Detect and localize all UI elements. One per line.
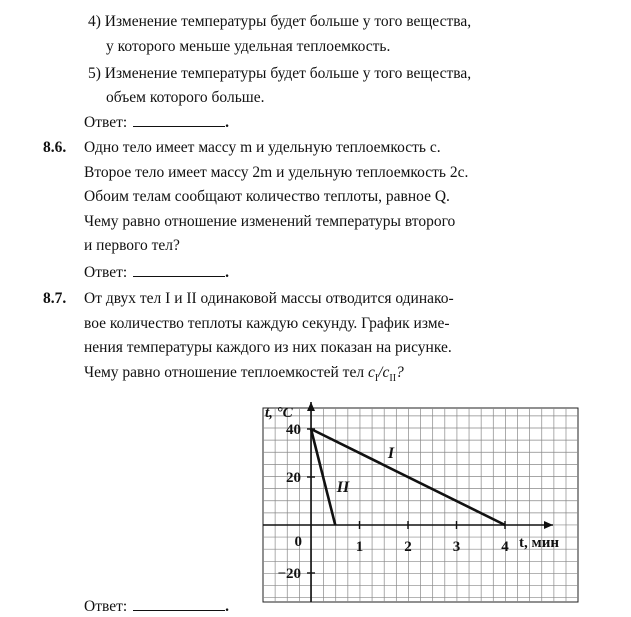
answer-line-3 xyxy=(84,596,229,617)
problem-8-7-line: нения температуры каждого из них показан на рисунке. xyxy=(84,339,452,356)
heat-capacity-ratio-formula: $c_I/c_{II}$? xyxy=(367,364,404,385)
answer-end: . xyxy=(225,264,230,281)
y-axis-label: t, °C xyxy=(265,405,293,421)
chart-series xyxy=(311,429,505,525)
series-label-II: II xyxy=(336,479,350,496)
x-axis-label: t, мин xyxy=(519,535,559,551)
answer-end: . xyxy=(225,598,230,615)
answer-end: . xyxy=(225,114,230,131)
x-tick-label: 1 xyxy=(355,539,364,555)
problem-8-7-line: Чему равно отношение теплоемкостей тел xyxy=(84,364,368,381)
problem-8-7-number: 8.7. xyxy=(43,290,67,307)
problem-8-6-number: 8.6. xyxy=(43,139,67,156)
problem-8-6-line: Одно тело имеет массу m и удельную теплоемкость c. xyxy=(84,139,441,156)
answer-blank[interactable] xyxy=(133,596,225,611)
problem-8-7-line: вое количество теплоты каждую секунду. График изме- xyxy=(84,315,450,332)
problem-8-6-line: и первого тел? xyxy=(84,237,180,254)
answer-label: Ответ: xyxy=(84,598,128,615)
answer-label: Ответ: xyxy=(84,264,128,281)
series-line-I xyxy=(311,429,505,525)
x-axis-arrow xyxy=(544,521,553,529)
option-4-line-1: 4) Изменение температуры будет больше у того вещества, xyxy=(88,13,472,30)
x-tick-label: 3 xyxy=(452,539,461,555)
series-label-I: I xyxy=(387,445,395,462)
x-tick-label: 4 xyxy=(501,539,509,555)
problem-8-6-line: Второе тело имеет массу 2m и удельную теплоемкость 2c. xyxy=(84,164,469,181)
chart-axes xyxy=(263,402,553,602)
y-tick-label: 40 xyxy=(286,422,301,438)
problem-8-6-line: Чему равно отношение изменений температуры второго xyxy=(84,213,456,230)
x-tick-label: 2 xyxy=(404,539,412,555)
y-tick-label: 20 xyxy=(286,470,301,486)
origin-label: 0 xyxy=(294,534,302,550)
y-tick-label: −20 xyxy=(277,566,301,582)
option-5-line-2: объем которого больше. xyxy=(106,89,265,106)
y-axis-arrow xyxy=(307,402,315,411)
answer-label: Ответ: xyxy=(84,114,128,131)
option-4-line-2: у которого меньше удельная теплоемкость. xyxy=(106,38,391,55)
problem-8-7-line: От двух тел I и II одинаковой массы отводится одинако- xyxy=(84,290,454,307)
chart-labels xyxy=(265,405,559,582)
problem-8-6-line: Обоим телам сообщают количество теплоты, равное Q. xyxy=(84,188,450,205)
option-5-line-1: 5) Изменение температуры будет больше у того вещества, xyxy=(88,65,472,82)
